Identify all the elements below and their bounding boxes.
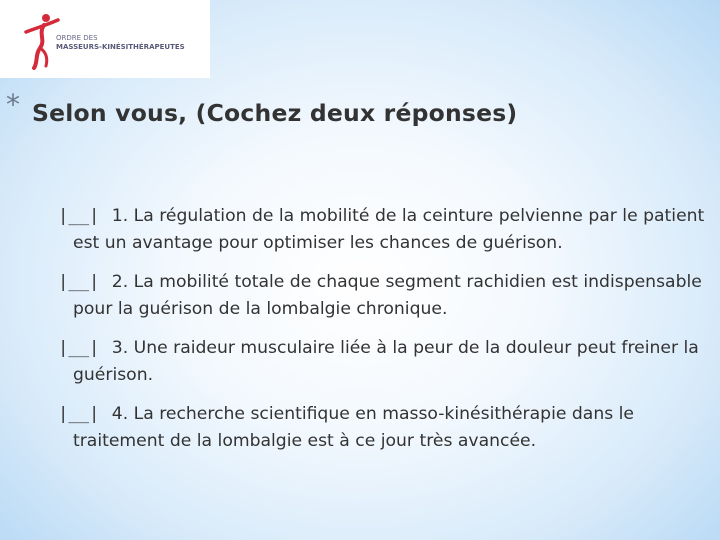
logo-text: [56, 34, 185, 52]
answer-text-3: 3. Une raideur musculaire liée à la peur de la douleur peut freiner la guérison.: [73, 338, 699, 385]
answer-checkbox-1[interactable]: |__|: [58, 206, 100, 226]
answer-text-1: 1. La régulation de la mobilité de la ceinture pelvienne par le patient est un avantage pour optimiser les chances de guérison.: [73, 206, 705, 253]
logo-line2: MASSEURS-KINÉSITHÉRAPEUTES: [56, 43, 185, 51]
answer-checkbox-3[interactable]: |__|: [58, 338, 100, 358]
answer-option-1: [58, 203, 708, 257]
answer-checkbox-4[interactable]: |__|: [58, 404, 100, 424]
answer-option-4: [58, 401, 708, 455]
answer-checkbox-2[interactable]: |__|: [58, 272, 100, 292]
answer-option-2: [58, 269, 708, 323]
question-title: Selon vous, (Cochez deux réponses): [32, 99, 518, 127]
answer-list: [58, 203, 708, 467]
answer-text-4: 4. La recherche scientifique en masso-kinésithérapie dans le traitement de la lombalgie est à ce jour très avancée.: [73, 404, 634, 451]
answer-text-2: 2. La mobilité totale de chaque segment rachidien est indispensable pour la guérison de la lombalgie chronique.: [73, 272, 702, 319]
required-asterisk: *: [6, 88, 20, 121]
logo: [0, 0, 210, 78]
logo-line1: ORDRE DES: [56, 34, 98, 42]
answer-option-3: [58, 335, 708, 389]
